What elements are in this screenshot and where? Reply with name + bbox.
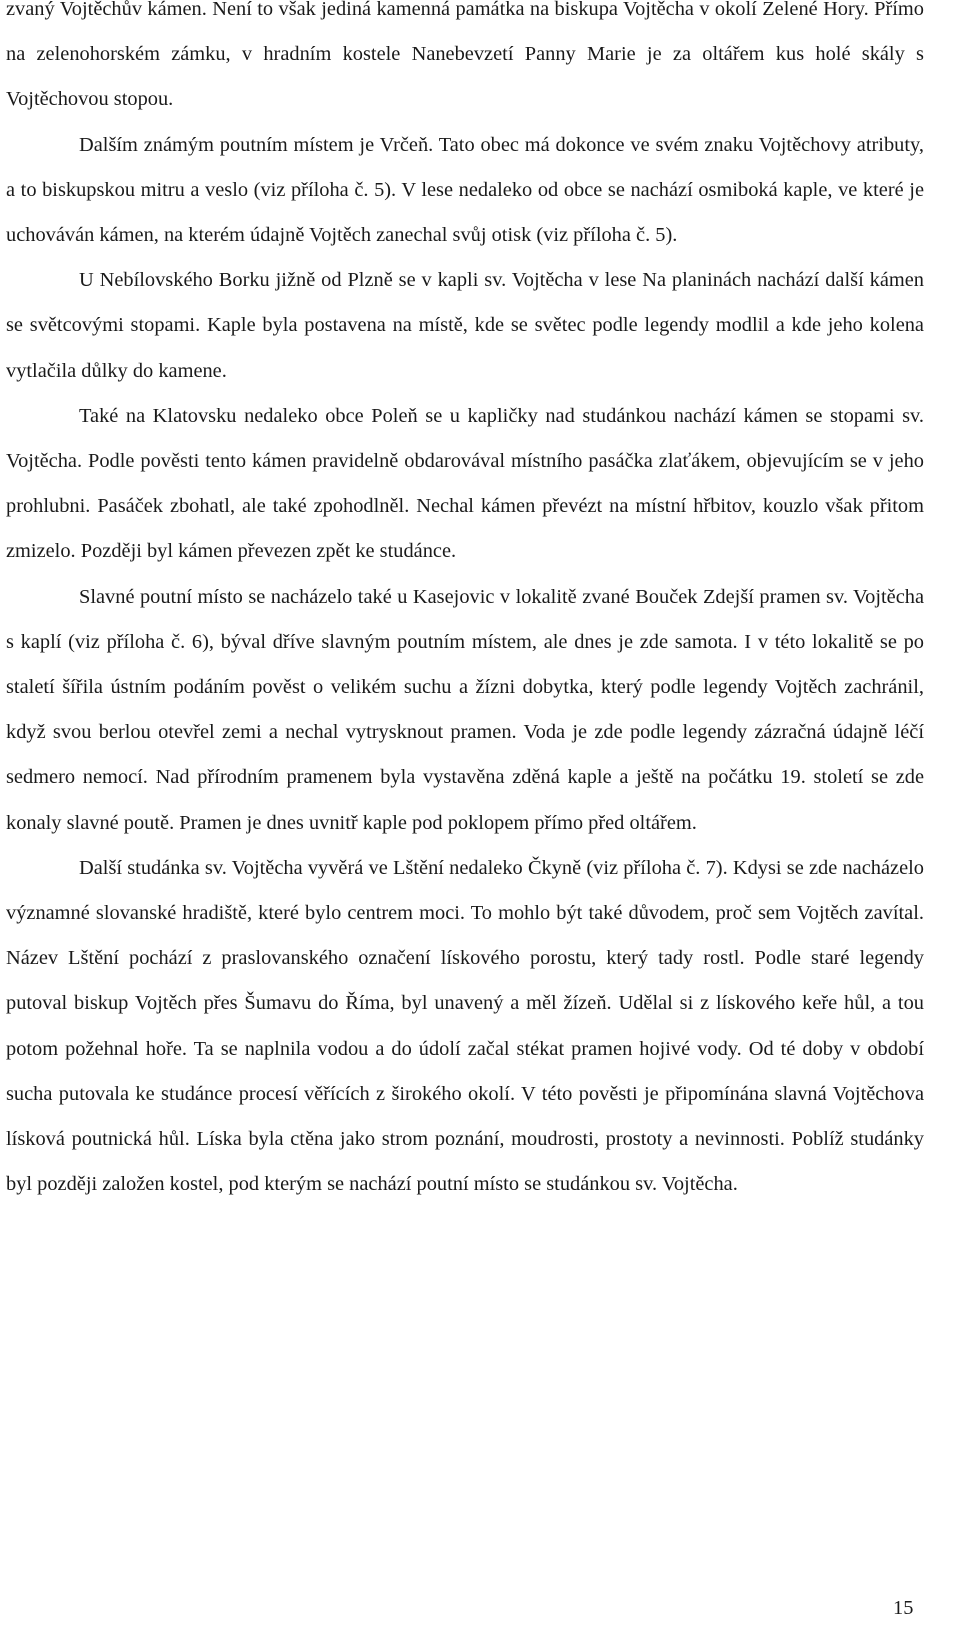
document-body [6, 0, 924, 1207]
paragraph-1: zvaný Vojtěchův kámen. Není to však jediná kamenná památka na biskupa Vojtěcha v okolí Zelené Hory. Přímo na zelenohorském zámku, v hradním kostele Nanebevzetí Panny Marie je za oltářem kus holé skály s Vojtěchovou stopou. [6, 0, 924, 111]
paragraph-3: U Nebílovského Borku jižně od Plzně se v kapli sv. Vojtěcha v lese Na planinách nachází další kámen se světcovými stopami. Kaple byla postavena na místě, kde se světec podle legendy modlil a kde jeho kolena vytlačila důlky do kamene. [6, 269, 924, 382]
page-number: 15 [893, 1597, 914, 1619]
paragraph-2: Dalším známým poutním místem je Vrčeň. Tato obec má dokonce ve svém znaku Vojtěchovy atributy, a to biskupskou mitru a veslo (viz příloha č. 5). V lese nedaleko od obce se nachází osmiboká kaple, ve které je uchováván kámen, na kterém údajně Vojtěch zanechal svůj otisk (viz příloha č. 5). [6, 133, 924, 247]
paragraph-5: Slavné poutní místo se nacházelo také u Kasejovic v lokalitě zvané Bouček Zdejší pramen sv. Vojtěcha s kaplí (viz příloha č. 6), býval dříve slavným poutním místem, ale dnes je zde samota. I v této lokalitě se po staletí šířila ústním podáním pověst o velikém suchu a žízni dobytka, který podle legendy Vojtěch zachránil, když svou berlou otevřel zemi a nechal vytrysknout pramen. Voda je zde podle legendy zázračná údajně léčí sedmero nemocí. Nad přírodním pramenem byla vystavěna zděná kaple a ještě na počátku 19. století se zde konaly slavné poutě. Pramen je dnes uvnitř kaple pod poklopem přímo před oltářem. [6, 585, 924, 834]
paragraph-6: Další studánka sv. Vojtěcha vyvěrá ve Lštění nedaleko Čkyně (viz příloha č. 7). Kdysi se zde nacházelo významné slovanské hradiště, které bylo centrem moci. To mohlo být také důvodem, proč sem Vojtěch zavítal. Název Lštění pochází z praslovanského označení lískového porostu, který tady rostl. Podle staré legendy putoval biskup Vojtěch přes Šumavu do Říma, byl unavený a měl žízeň. Udělal si z lískového keře hůl, a tou potom požehnal hoře. Ta se naplnila vodou a do údolí začal stékat pramen hojivé vody. Od té doby v období sucha putovala ke studánce procesí věřících z širokého okolí. V této pověsti je připomínána slavná Vojtěchova lísková poutnická hůl. Líska byla ctěna jako strom poznání, moudrosti, prostoty a nevinnosti. Poblíž studánky byl později založen kostel, pod kterým se nachází poutní místo se studánkou sv. Vojtěcha. [6, 856, 924, 1196]
paragraph-4: Také na Klatovsku nedaleko obce Poleň se u kapličky nad studánkou nachází kámen se stopami sv. Vojtěcha. Podle pověsti tento kámen pravidelně obdarovával místního pasáčka zlaťákem, objevujícím se v jeho prohlubni. Pasáček zbohatl, ale také zpohodlněl. Nechal kámen převézt na místní hřbitov, kouzlo však přitom zmizelo. Později byl kámen převezen zpět ke studánce. [6, 404, 924, 563]
